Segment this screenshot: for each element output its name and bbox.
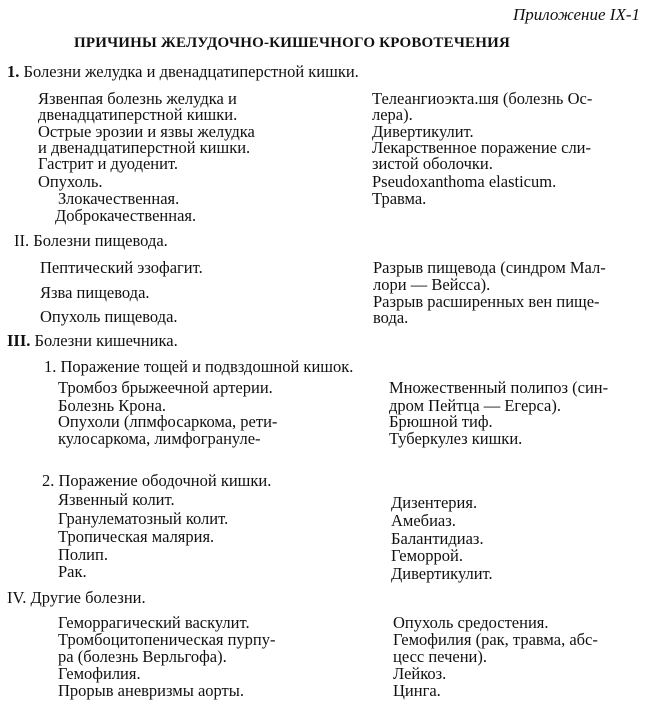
list-item: ра (болезнь Верльгофа). <box>58 647 227 666</box>
list-item: Опухоль средостения. <box>393 613 549 632</box>
subsection-heading: 2. Поражение ободочной кишки. <box>42 471 272 490</box>
section-1-number: 1. <box>7 62 20 81</box>
list-item: Дивертикулит. <box>391 564 493 583</box>
list-item: лера). <box>372 105 413 124</box>
list-item: Туберкулез кишки. <box>389 429 523 448</box>
list-item: Множественный полипоз (син- <box>389 378 609 397</box>
list-item: Опухоли (лпмфосаркома, рети- <box>58 412 278 431</box>
list-item: Прорыв аневризмы аорты. <box>58 681 244 700</box>
subsection-heading: 1. Поражение тощей и подвздошной кишок. <box>44 357 354 376</box>
list-item: Разрыв пищевода (синдром Мал- <box>373 258 606 277</box>
list-item: Пептический эзофагит. <box>40 258 203 277</box>
list-item: Балантидиаз. <box>391 529 484 548</box>
section-1-heading <box>7 63 359 81</box>
list-item: Телеангиоэкта.шя (болезнь Ос- <box>372 89 593 108</box>
section-3-number: III. <box>7 331 31 350</box>
list-item: Язва пищевода. <box>40 283 150 302</box>
list-item: Доброкачественная. <box>55 206 197 225</box>
list-item: вода. <box>373 308 409 327</box>
list-item: Рак. <box>58 562 87 581</box>
list-item: Лекарственное поражение сли- <box>372 138 592 157</box>
list-item: лори — Вейсса). <box>373 275 491 294</box>
list-item: Травма. <box>372 189 427 208</box>
list-item: дром Пейтца — Егерса). <box>389 396 562 415</box>
list-item: Pseudoxanthoma elasticum. <box>372 172 557 191</box>
list-item: цесс печени). <box>393 647 487 666</box>
list-item: Гемофилия. <box>58 664 141 683</box>
list-item: Амебиаз. <box>391 511 456 530</box>
list-item: Разрыв расширенных вен пище- <box>373 292 600 311</box>
list-item: Тромбоз брыжеечной артерии. <box>58 378 273 397</box>
list-item: Геморрой. <box>391 546 464 565</box>
list-item: Лейкоз. <box>393 664 447 683</box>
appendix-label: Приложение IX-1 <box>512 5 640 24</box>
list-item: Геморрагический васкулит. <box>58 613 250 632</box>
list-item: Тропическая малярия. <box>58 527 215 546</box>
section-1-title: Болезни желудка и двенадцатиперстной кишки. <box>23 62 359 81</box>
list-item: Опухоль. <box>38 172 103 191</box>
list-item: двенадцатиперстной кишки. <box>38 105 238 124</box>
section-3-title: Болезни кишечника. <box>34 331 178 350</box>
list-item: Брюшной тиф. <box>389 412 493 431</box>
list-item: Язвенный колит. <box>58 490 175 509</box>
list-item: и двенадцатиперстной кишки. <box>38 138 251 157</box>
page-title: ПРИЧИНЫ ЖЕЛУДОЧНО-КИШЕЧНОГО КРОВОТЕЧЕНИЯ <box>74 35 511 51</box>
list-item: Тромбоцитопеническая пурпу- <box>58 630 276 649</box>
list-item: Гемофилия (рак, травма, абс- <box>393 630 598 649</box>
list-item: Язвенпая болезнь желудка и <box>38 89 237 108</box>
list-item: Гастрит и дуоденит. <box>38 154 179 173</box>
list-item: Цинга. <box>393 681 441 700</box>
list-item: кулосаркома, лимфогрануле- <box>58 429 261 448</box>
list-item: Болезнь Крона. <box>58 396 167 415</box>
list-item: Дизентерия. <box>391 493 478 512</box>
section-3-heading <box>7 332 178 350</box>
list-item: Гранулематозный колит. <box>58 509 229 528</box>
list-item: Дивертикулит. <box>372 122 474 141</box>
section-2-heading: II. Болезни пищевода. <box>14 231 168 250</box>
list-item: Полип. <box>58 545 108 564</box>
list-item: Острые эрозии и язвы желудка <box>38 122 255 141</box>
list-item: Злокачественная. <box>58 189 180 208</box>
section-4-heading: IV. Другие болезни. <box>7 588 146 607</box>
list-item: Опухоль пищевода. <box>40 307 178 326</box>
list-item: зистой оболочки. <box>372 154 493 173</box>
